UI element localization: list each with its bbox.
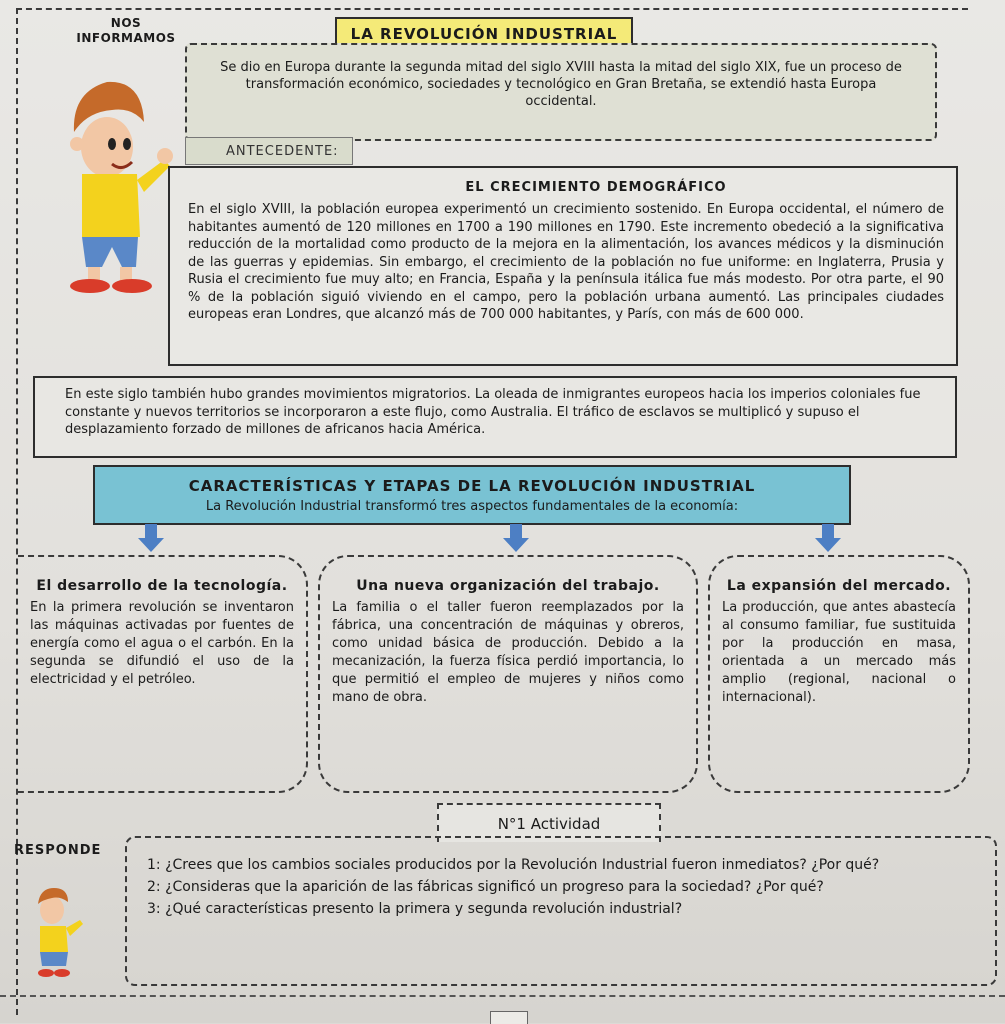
characteristics-banner: [93, 465, 851, 525]
questions-box: [125, 836, 997, 986]
question-2: 2: ¿Consideras que la aparición de las fábricas significó un progreso para la sociedad? ¿Por qué?: [147, 879, 824, 895]
activity-label: N°1 Actividad: [437, 803, 661, 842]
bottom-divider: [0, 995, 1005, 997]
small-boy-illustration: [28, 880, 88, 980]
main-title: LA REVOLUCIÓN INDUSTRIAL: [335, 17, 633, 51]
characteristics-title: CARACTERÍSTICAS Y ETAPAS DE LA REVOLUCIÓN INDUSTRIAL: [188, 477, 756, 495]
column-work-organization: [318, 555, 698, 793]
question-3: 3: ¿Qué características presento la primera y segunda revolución industrial?: [147, 901, 683, 917]
responde-label: RESPONDE: [14, 843, 102, 858]
demographic-text: En el siglo XVIII, la población europea experimentó un crecimiento sostenido. En Europa occidental, el número de habitantes aumentó de 120 millones en 1700 a 190 millones en 1790. Este incremento obedeció a la significativa reducción de la mortalidad como producto de la mejora en la alimentación, los avances médicos y la disminución de las guerras y epidemias. Sin embargo, el crecimiento de la población no fue uniforme: en Inglaterra, Prusia y Rusia el crecimiento fue muy alto; en Francia, España y la península itálica fue más modesto. Por otra parte, el 90 % de la población siguió viviendo en el campo, pero la población urbana aumentó. Las principales ciudades europeas eran Londres, que alcanzó más de 700 000 habitantes, y París, con más de 600 000.: [188, 202, 944, 322]
characteristics-subtitle: La Revolución Industrial transformó tres aspectos fundamentales de la economía:: [205, 499, 739, 514]
question-1: 1: ¿Crees que los cambios sociales producidos por la Revolución Industrial fueron inmediatos? ¿Por qué?: [147, 857, 880, 873]
column-market-expansion: [708, 555, 970, 793]
column-heading: La expansión del mercado.: [726, 578, 952, 594]
demographic-section: [168, 166, 958, 366]
column-heading: El desarrollo de la tecnología.: [36, 578, 288, 594]
column-text: En la primera revolución se inventaron las máquinas activadas por fuentes de energía como el agua o el carbón. En la segunda se difundió el uso de la electricidad y el petróleo.: [30, 600, 294, 687]
arrow-down-icon: [503, 524, 529, 552]
column-technology: [18, 555, 308, 793]
migration-text: En este siglo también hubo grandes movimientos migratorios. La oleada de inmigrantes europeos hacia los imperios coloniales fue constante y nuevos territorios se incorporaron a este flujo, como Australia. El tráfico de esclavos se multiplicó y supuso el desplazamiento forzado de millones de africanos hacia América.: [65, 387, 921, 437]
column-text: La familia o el taller fueron reemplazados por la fábrica, una concentración de máquinas y obreros, como unidad básica de producción. Debido a la mecanización, la fuerza física perdió importancia, lo que permitió el empleo de mujeres y niños como mano de obra.: [332, 600, 684, 705]
nos-informamos-label: NOS INFORMAMOS: [76, 16, 176, 45]
arrow-down-icon: [815, 524, 841, 552]
page-tab: [490, 1011, 528, 1024]
arrow-down-icon: [138, 524, 164, 552]
column-text: La producción, que antes abastecía al consumo familiar, fue sustituida por la producción en masa, orientada a un mercado más amplio (regional, nacional o internacional).: [722, 600, 956, 705]
intro-text: Se dio en Europa durante la segunda mitad del siglo XVIII hasta la mitad del siglo XIX, fue un proceso de transformación económico, sociedades y tecnológico en Gran Bretaña, se extendió hasta Europa occidental.: [220, 60, 902, 109]
antecedente-label: ANTECEDENTE:: [185, 137, 353, 165]
migration-section: [33, 376, 957, 458]
boy-illustration: [52, 52, 177, 302]
demographic-heading: EL CRECIMIENTO DEMOGRÁFICO: [465, 180, 727, 195]
intro-box: [185, 43, 937, 141]
column-heading: Una nueva organización del trabajo.: [356, 578, 660, 594]
